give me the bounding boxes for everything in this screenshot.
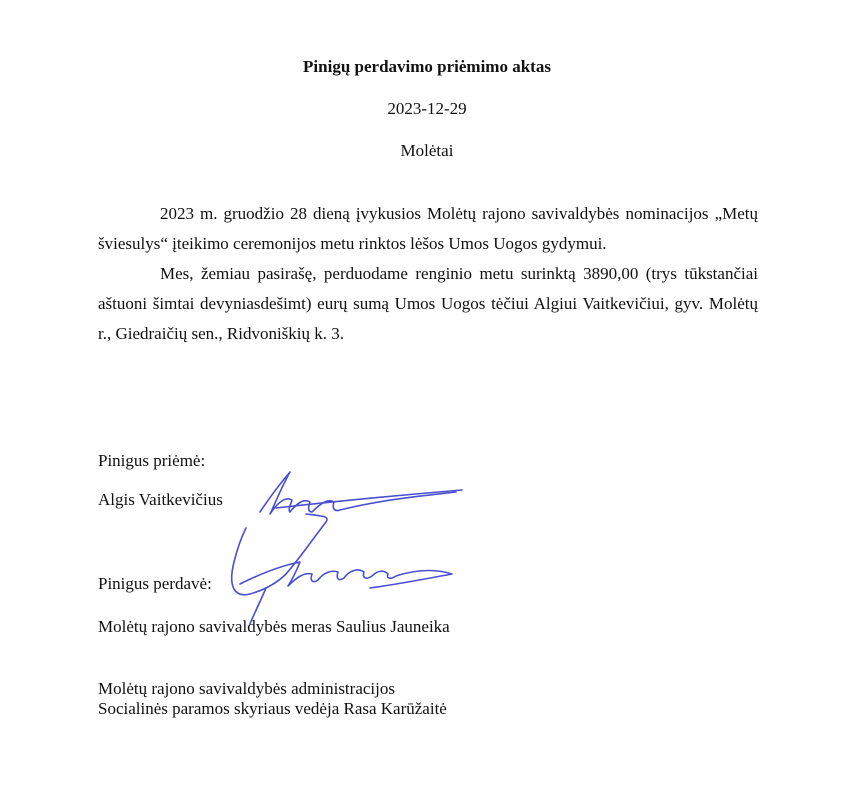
document-title: Pinigų perdavimo priėmimo aktas — [303, 57, 551, 76]
administration-line-1: Molėtų rajono savivaldybės administracijos — [98, 679, 395, 698]
received-label: Pinigus priėmė: — [98, 451, 206, 470]
transferred-name: Molėtų rajono savivaldybės meras Saulius Jauneika — [98, 617, 450, 636]
signature-stroke-lower — [240, 562, 452, 588]
signature-stroke-hook — [232, 514, 327, 595]
document-date: 2023-12-29 — [387, 99, 467, 118]
signature-stroke-underline — [276, 490, 462, 508]
signature-stroke-upper — [260, 472, 456, 514]
paragraph-transfer: Mes, žemiau pasirašę, perduodame renginio metu surinktą 3890,00 (trys tūkstančiai aštuoni šimtai devyniasdešimt) eurų sumą Umos Uogos tėčiui Algiui Vaitkevičiui, gyv. Molėtų r., Giedraičių sen., Ridvoniškių k. 3. — [98, 264, 758, 343]
transferred-label: Pinigus perdavė: — [98, 574, 212, 593]
paragraph-ceremony: 2023 m. gruodžio 28 dieną įvykusios Molėtų rajono savivaldybės nominacijos „Metų šviesulys“ įteikimo ceremonijos metu rinktos lėšos Umos Uogos gydymui. — [98, 204, 758, 253]
document-place: Molėtai — [400, 141, 454, 160]
administration-line-2: Socialinės paramos skyriaus vedėja Rasa Karūžaitė — [98, 699, 447, 718]
handwritten-signature — [220, 462, 480, 632]
received-name: Algis Vaitkevičius — [98, 490, 223, 509]
